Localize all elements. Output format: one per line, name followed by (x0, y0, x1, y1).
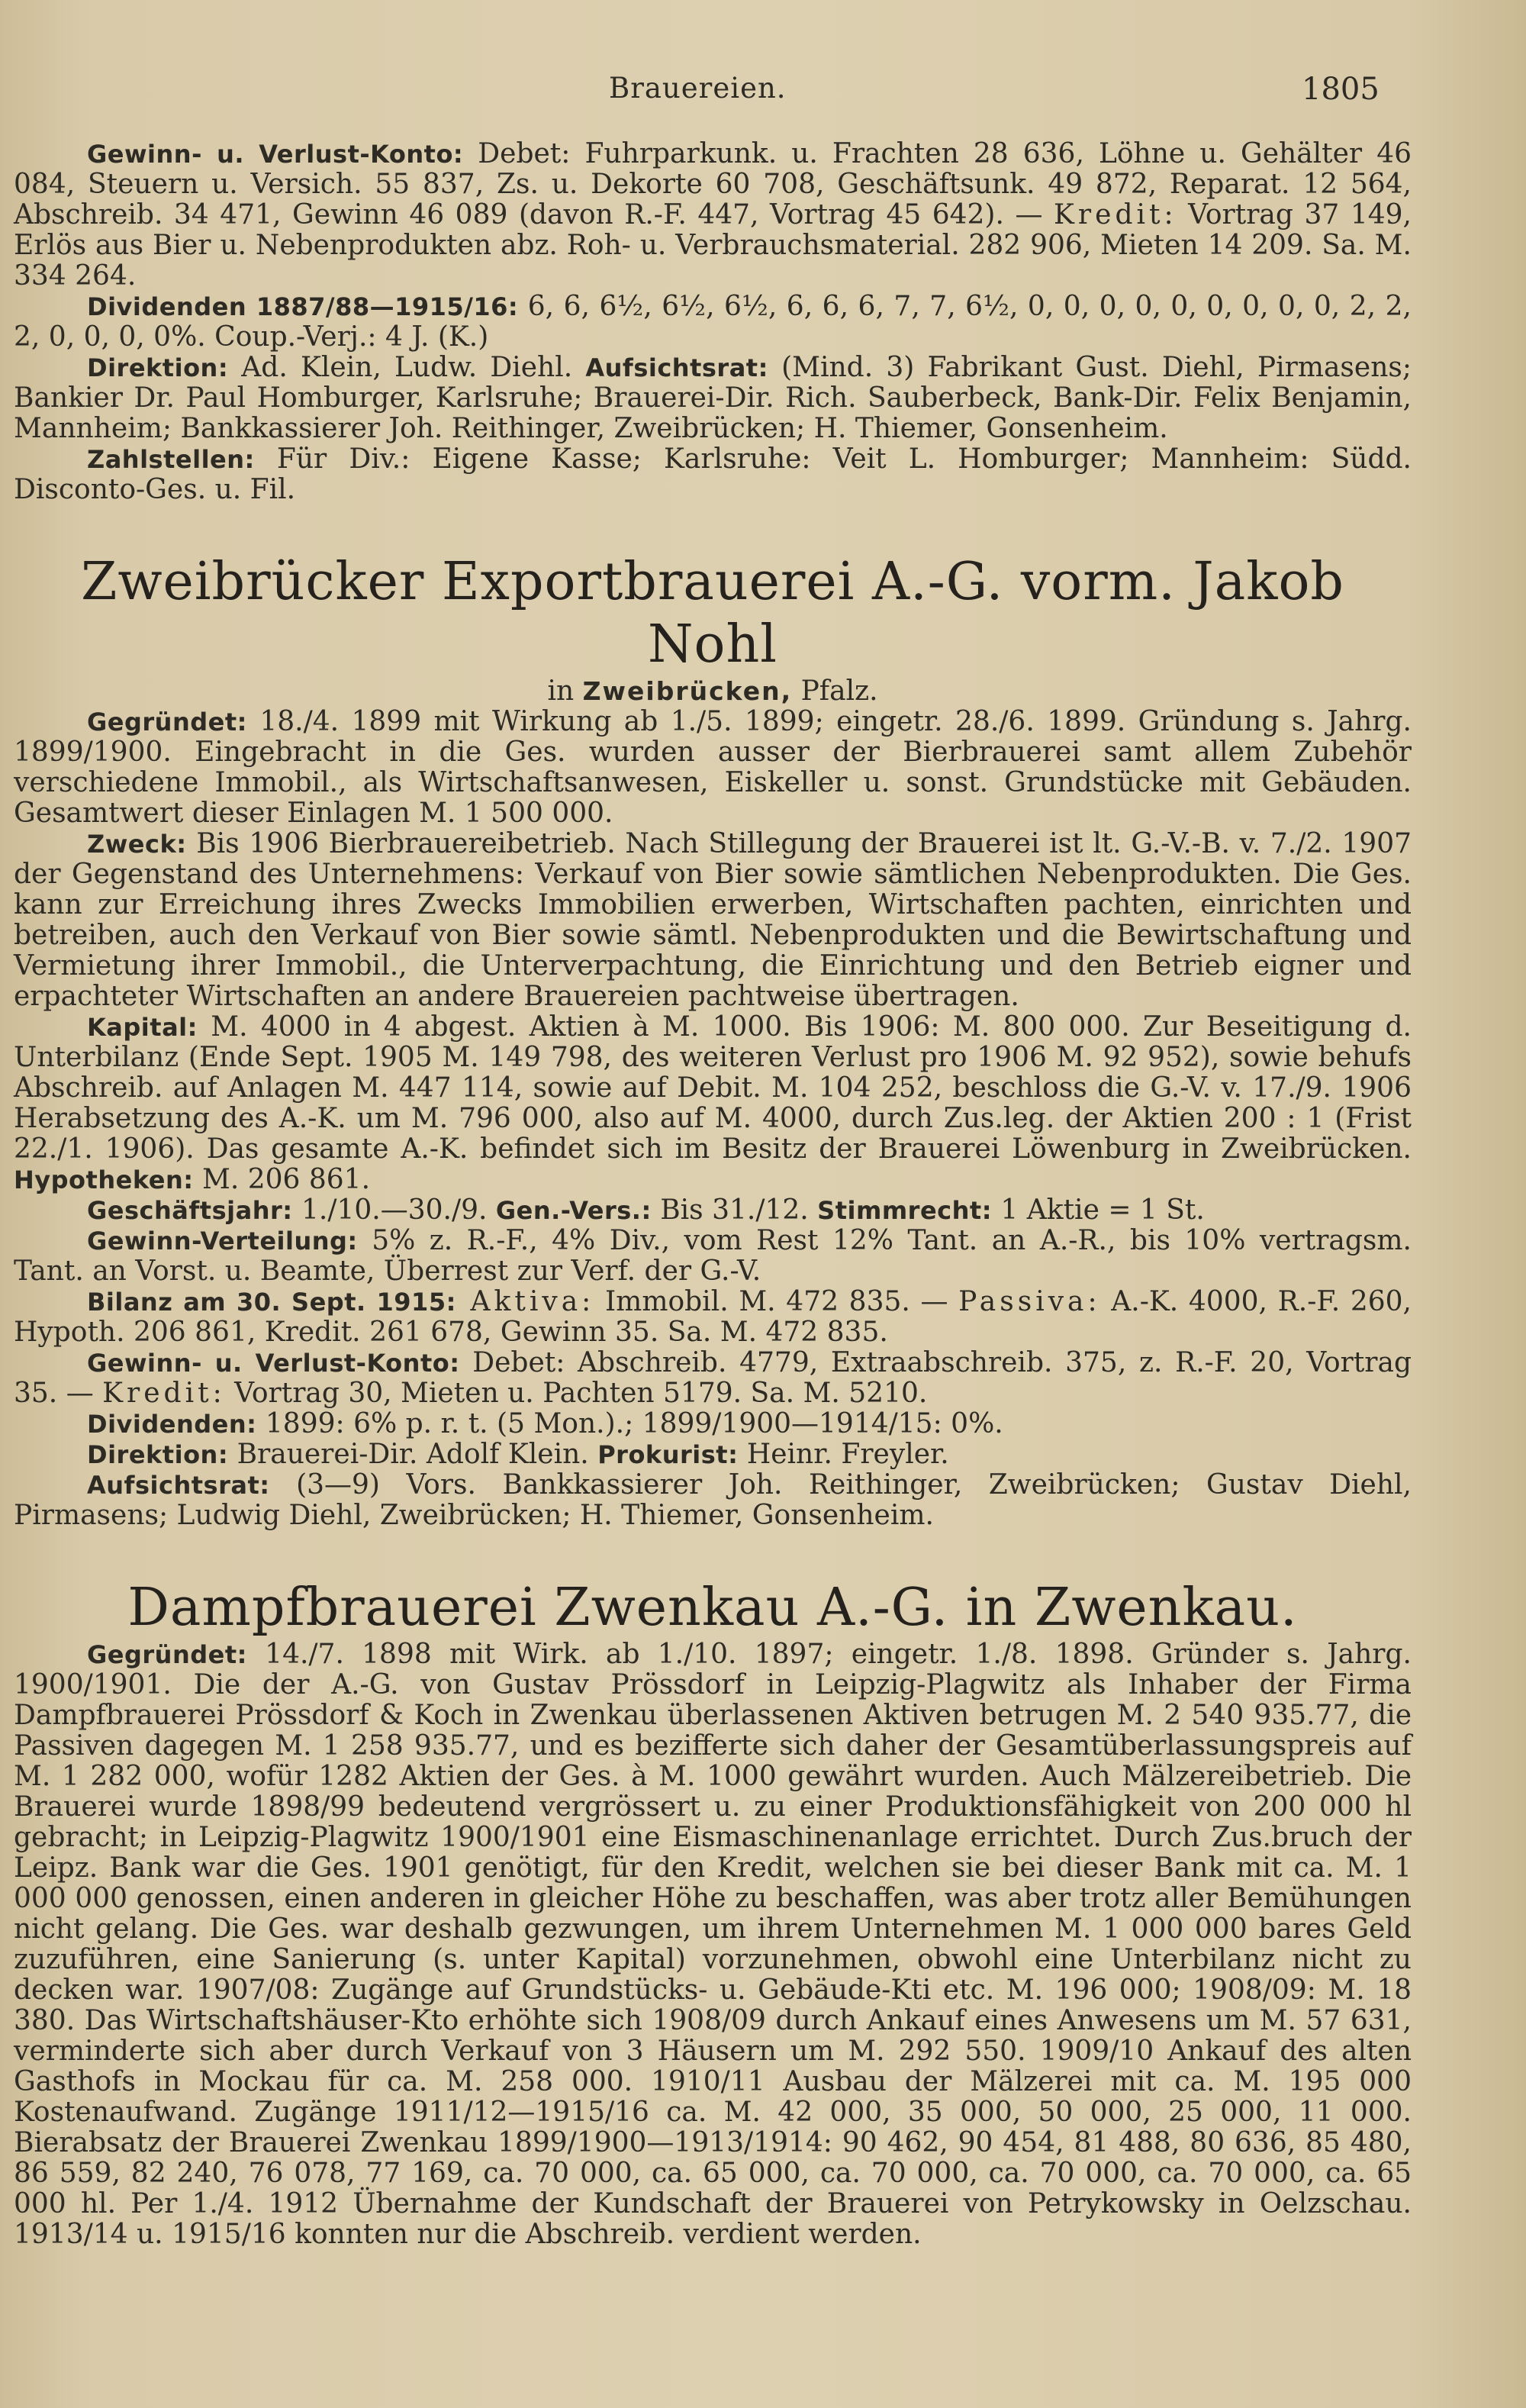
label-direktion-2: Direktion: (87, 1440, 229, 1469)
label-passiva: Passiva: (958, 1286, 1101, 1317)
label-gegruendet-2: Gegründet: (87, 1640, 247, 1669)
location-prefix: in (547, 675, 583, 707)
text-prokurist: Heinr. Freyler. (738, 1439, 949, 1470)
paragraph-gewinn-verlust (14, 139, 1412, 292)
spacer (14, 505, 1412, 551)
location-region: Pfalz. (792, 675, 878, 707)
label-gewinn-verlust-2: Gewinn- u. Verlust-Konto: (87, 1349, 460, 1378)
running-title: Brauereien. (609, 72, 787, 105)
text-dividenden-2: 1899: 6% p. r. t. (5 Mon.).; 1899/1900—1914/15: 0%. (256, 1408, 1003, 1439)
label-kapital: Kapital: (87, 1013, 198, 1042)
text-gewinn-verlust-2: Debet: Abschreib. 4779, Extraabschreib. 375, z. R.-F. 20, Vortrag 35. — (14, 1347, 1412, 1409)
entry-zwenkau (14, 1577, 1412, 2250)
text-kredit: Vortrag 37 149, Erlös aus Bier u. Nebenprodukten abz. Roh- u. Verbrauchsmaterial. 282 906, Mieten 14 209. Sa. M. 334 264. (14, 199, 1412, 292)
label-aufsichtsrat: Aufsichtsrat: (585, 353, 768, 382)
text-gegruendet: 18./4. 1899 mit Wirkung ab 1./5. 1899; eingetr. 28./6. 1899. Gründung s. Jahrg. 1899/1900. Eingebracht in die Ges. wurden ausser der Bierbrauerei samt allem Zubehör verschiedene Immobil., als Wirtschaftsanwesen, Eiskeller u. sonst. Grundstücke mit Gebäuden. Gesamtwert dieser Einlagen M. 1 500 000. (14, 706, 1412, 829)
text-stimmrecht: 1 Aktie = 1 St. (991, 1194, 1205, 1226)
label-gegruendet: Gegründet: (87, 708, 247, 737)
label-zahlstellen: Zahlstellen: (87, 445, 255, 474)
text-gen-vers: Bis 31./12. (651, 1194, 818, 1226)
text-kapital: M. 4000 in 4 abgest. Aktien à M. 1000. Bis 1906: M. 800 000. Zur Beseitigung d. Unterbilanz (Ende Sept. 1905 M. 149 798, des weiteren Verlust pro 1906 M. 92 952), sowie behufs Abschreib. auf Anlagen M. 447 114, sowie auf Debit. M. 104 252, beschloss die G.-V. v. 17./9. 1906 Herabsetzung des A.-K. um M. 796 000, also auf M. 4000, durch Zus.leg. der Aktien 200 : 1 (Frist 22./1. 1906). Das gesamte A.-K. befindet sich im Besitz der Brauerei Löwenburg in Zweibrücken. (14, 1011, 1412, 1165)
label-stimmrecht: Stimmrecht: (817, 1196, 992, 1225)
paragraph-direktion-2 (14, 1439, 1412, 1470)
text-geschaeftsjahr: 1./10.—30./9. (292, 1194, 496, 1226)
paragraph-zweck (14, 829, 1412, 1012)
text-passiva: A.-K. 4000, R.-F. 260, Hypoth. 206 861, Kredit. 261 678, Gewinn 35. Sa. M. 472 835. (14, 1286, 1412, 1348)
page-number: 1805 (1302, 72, 1380, 107)
paragraph-gewinn-verlust-2 (14, 1348, 1412, 1409)
text-aktiva: Immobil. M. 472 835. — (594, 1286, 959, 1317)
text-dividenden: 6, 6, 6½, 6½, 6½, 6, 6, 6, 7, 7, 6½, 0, 0, 0, 0, 0, 0, 0, 0, 0, 2, 2, 2, 0, 0, 0, 0%. Coup.-Verj.: 4 J. (K.) (14, 291, 1412, 353)
text-zweck: Bis 1906 Bierbrauereibetrieb. Nach Stillegung der Brauerei ist lt. G.-V.-B. v. 7./2. 1907 der Gegenstand des Unternehmens: Verkauf von Bier sowie sämtlichen Nebenprodukten. Die Ges. kann zur Erreichung ihres Zwecks Immobilien erwerben, Wirtschaften pachten, einrichten und betreiben, auch den Verkauf von Bier sowie sämtl. Nebenprodukten und die Bewirtschaftung und Vermietung ihrer Immobil., die Unterverpachtung, die Einrichtung und den Betrieb eigner und erpachteter Wirtschaften an andere Brauereien pachtweise übertragen. (14, 828, 1412, 1012)
entry-zweibruecker (14, 551, 1412, 1531)
label-direktion: Direktion: (87, 353, 229, 382)
paragraph-dividenden (14, 292, 1412, 353)
paragraph-direktion (14, 353, 1412, 444)
text-gewinn-verteilung: 5% z. R.-F., 4% Div., vom Rest 12% Tant. an A.-R., bis 10% vertragsm. Tant. an Vorst. u. Beamte, Überrest zur Verf. der G.-V. (14, 1225, 1412, 1287)
spacer (14, 1531, 1412, 1577)
label-bilanz: Bilanz am 30. Sept. 1915: (87, 1288, 456, 1317)
paragraph-zahlstellen (14, 444, 1412, 505)
paragraph-gegruendet (14, 707, 1412, 829)
page-header (14, 55, 1412, 139)
company-heading-2: Dampfbrauerei Zwenkau A.-G. in Zwenkau. (127, 1578, 1298, 1638)
company-heading: Zweibrücker Exportbrauerei A.-G. vorm. Jakob Nohl (81, 552, 1344, 675)
text-gewinn-verlust: Debet: Fuhrparkunk. u. Frachten 28 636, Löhne u. Gehälter 46 084, Steuern u. Versich. 55 837, Zs. u. Dekorte 60 708, Geschäftsunk. 49 872, Reparat. 12 564, Abschreib. 34 471, Gewinn 46 089 (davon R.-F. 447, Vortrag 45 642). — (14, 138, 1412, 230)
label-kredit: Kredit: (1054, 199, 1177, 230)
label-aufsichtsrat-2: Aufsichtsrat: (87, 1471, 270, 1500)
label-gewinn-verteilung: Gewinn-Verteilung: (87, 1227, 358, 1256)
label-gen-vers: Gen.-Vers.: (495, 1196, 652, 1225)
label-hypotheken: Hypotheken: (14, 1165, 194, 1194)
label-aktiva: Aktiva: (456, 1286, 595, 1317)
paragraph-geschaeftsjahr (14, 1195, 1412, 1226)
paragraph-kapital (14, 1012, 1412, 1195)
label-geschaeftsjahr: Geschäftsjahr: (87, 1196, 293, 1225)
text-aufsichtsrat-2: (3—9) Vors. Bankkassierer Joh. Reithinger, Zweibrücken; Gustav Diehl, Pirmasens; Ludwig Diehl, Zweibrücken; H. Thiemer, Gonsenheim. (14, 1469, 1412, 1531)
label-dividenden: Dividenden 1887/88—1915/16: (87, 292, 519, 321)
previous-entry (14, 139, 1412, 505)
label-kredit-2: Kredit: (102, 1378, 226, 1409)
label-prokurist: Prokurist: (597, 1440, 739, 1469)
text-hypotheken: M. 206 861. (193, 1164, 371, 1195)
text-zahlstellen: Für Div.: Eigene Kasse; Karlsruhe: Veit L. Homburger; Mannheim: Südd. Disconto-Ges. u. Fil. (14, 443, 1412, 505)
label-dividenden-2: Dividenden: (87, 1410, 257, 1439)
label-gewinn-verlust: Gewinn- u. Verlust-Konto: (87, 140, 464, 169)
paragraph-bilanz (14, 1287, 1412, 1348)
text-direktion-2: Brauerei-Dir. Adolf Klein. (228, 1439, 598, 1470)
text-kredit-2: Vortrag 30, Mieten u. Pachten 5179. Sa. M. 5210. (225, 1378, 928, 1409)
text-gegruendet-2: 14./7. 1898 mit Wirk. ab 1./10. 1897; eingetr. 1./8. 1898. Gründer s. Jahrg. 1900/1901. Die der A.-G. von Gustav Prössdorf in Leipzig-Plagwitz als Inhaber der Firma Dampfbrauerei Prössdorf & Koch in Zwenkau überlassenen Aktiven betrugen M. 2 540 935.77, die Passiven dagegen M. 1 258 935.77, und es bezifferte sich daher der Gesamtüberlassungspreis auf M. 1 282 000, wofür 1282 Aktien der Ges. à M. 1000 gewährt wurden. Auch Mälzereibetrieb. Die Brauerei wurde 1898/99 bedeutend vergrössert u. zu einer Produktionsfähigkeit von 200 000 hl gebracht; in Leipzig-Plagwitz 1900/1901 eine Eismaschinenanlage errichtet. Durch Zus.bruch der Leipz. Bank war die Ges. 1901 genötigt, für den Kredit, welchen sie bei dieser Bank mit ca. M. 1 000 000 genossen, einen anderen in gleicher Höhe zu beschaffen, was aber trotz aller Bemühungen nicht gelang. Die Ges. war deshalb gezwungen, um ihrem Unternehmen M. 1 000 000 bares Geld zuzuführen, eine Sanierung (s. unter Kapital) vorzunehmen, obwohl eine Unterbilanz nicht zu decken war. 1907/08: Zugänge auf Grundstücks- u. Gebäude-Kti etc. M. 196 000; 1908/09: M. 18 380. Das Wirtschaftshäuser-Kto erhöhte sich 1908/09 durch Ankauf eines Anwesens um M. 57 631, verminderte sich aber durch Verkauf von 3 Häusern um M. 292 550. 1909/10 Ankauf des alten Gasthofs in Mockau für ca. M. 258 000. 1910/11 Ausbau der Mälzerei mit ca. M. 195 000 Kostenaufwand. Zugänge 1911/12—1915/16 ca. M. 42 000, 35 000, 50 000, 25 000, 11 000. Bierabsatz der Brauerei Zwenkau 1899/1900—1913/1914: 90 462, 90 454, 81 488, 80 636, 85 480, 86 559, 82 240, 76 078, 77 169, ca. 70 000, ca. 65 000, ca. 70 000, ca. 70 000, ca. 70 000, ca. 65 000 hl. Per 1./4. 1912 Übernahme der Kundschaft der Brauerei von Petrykowsky in Oelzschau. 1913/14 u. 1915/16 konnten nur die Abschreib. verdient werden. (14, 1639, 1412, 2250)
paragraph-aufsichtsrat-2 (14, 1470, 1412, 1531)
paragraph-gewinn-verteilung (14, 1226, 1412, 1287)
text-aufsichtsrat: (Mind. 3) Fabrikant Gust. Diehl, Pirmasens; Bankier Dr. Paul Homburger, Karlsruhe; Brauerei-Dir. Rich. Sauberbeck, Bank-Dir. Felix Benjamin, Mannheim; Bankkassierer Joh. Reithinger, Zweibrücken; H. Thiemer, Gonsenheim. (14, 352, 1412, 444)
paragraph-gegruendet-2 (14, 1639, 1412, 2250)
label-zweck: Zweck: (87, 830, 187, 859)
location-city: Zweibrücken, (582, 676, 793, 706)
paragraph-dividenden-2 (14, 1409, 1412, 1439)
text-direktion: Ad. Klein, Ludw. Diehl. (228, 352, 586, 383)
company-location (14, 676, 1412, 707)
